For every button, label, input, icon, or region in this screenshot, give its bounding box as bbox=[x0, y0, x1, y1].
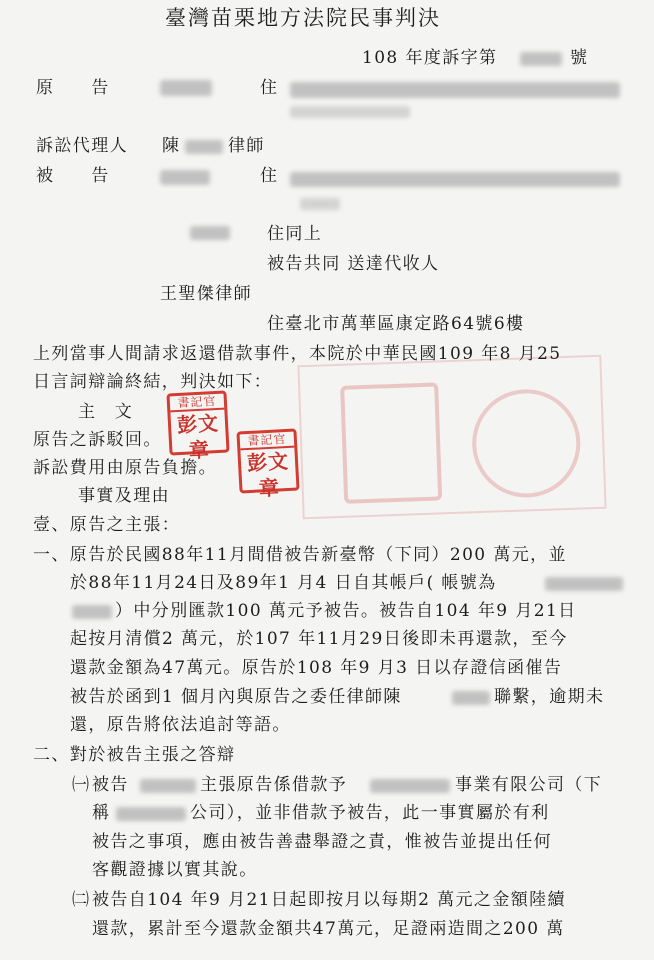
redacted-company-name bbox=[370, 779, 450, 793]
redacted-case-number bbox=[520, 52, 562, 66]
p1-line-7: 還，原告將依法追討等語。 bbox=[70, 715, 291, 735]
redacted-defendant-address-2 bbox=[300, 198, 340, 210]
p1-line-3: ）中分別匯款100 萬元予被告。被告自104 年9 月21日 bbox=[115, 601, 577, 621]
p2-1-line-1c: 事業有限公司（下 bbox=[455, 775, 603, 795]
agent-name-suffix: 律師 bbox=[228, 136, 265, 156]
p2-2-line-1: 被告自104 年9 月21日起即按月以每期2 萬元之金額陸續 bbox=[92, 890, 566, 910]
section-2-title: 二、對於被告主張之答辯 bbox=[33, 745, 236, 765]
p1-line-2: 於88年11月24日及89年1 月4 日自其帳戶( 帳號為 bbox=[70, 573, 497, 593]
same-address: 住同上 bbox=[267, 224, 323, 244]
agent-label: 訴訟代理人 bbox=[36, 136, 128, 156]
redacted-company-short bbox=[116, 807, 186, 821]
p2-1-line-4: 客觀證據以實其說。 bbox=[92, 860, 258, 880]
defendant-label: 被 告 bbox=[36, 166, 110, 186]
redacted-defendant-address bbox=[290, 172, 620, 187]
document-title: 臺灣苗栗地方法院民事判決 bbox=[165, 6, 441, 30]
p1-line-5: 還款金額為47萬元。原告於108 年9 月3 日以存證信函催告 bbox=[70, 658, 563, 678]
case-number-suffix: 號 bbox=[570, 48, 589, 68]
redacted-plaintiff-address-2 bbox=[290, 106, 410, 118]
p2-1-line-1b: 主張原告係借款予 bbox=[200, 775, 348, 795]
redacted-plaintiff-name bbox=[160, 80, 212, 96]
clerk-seal-1: 書記官 彭文章 bbox=[166, 390, 229, 455]
item-1-number: ㈠ bbox=[72, 775, 91, 795]
faded-court-stamp bbox=[297, 355, 606, 520]
p1-line-6a: 被告於函到1 個月內與原告之委任律師陳 bbox=[70, 687, 402, 707]
redacted-defendant-name bbox=[160, 170, 210, 185]
redacted-account-number-2 bbox=[72, 605, 112, 619]
intro-line-1: 上列當事人間請求返還借款事件，本院於中華民國109 年8 月25 bbox=[33, 344, 562, 364]
p2-1-line-2a: 稱 bbox=[92, 803, 111, 823]
agent-name-prefix: 陳 bbox=[162, 136, 181, 156]
redacted-account-number bbox=[545, 577, 623, 591]
clerk-seal-2: 書記官 彭文章 bbox=[236, 428, 299, 493]
section-1-title: 壹、原告之主張： bbox=[33, 515, 181, 535]
p2-1-line-3: 被告之事項，應由被告善盡舉證之責，惟被告並提出任何 bbox=[92, 832, 552, 852]
lawyer-address: 住臺北市萬華區康定路64號6樓 bbox=[267, 314, 525, 334]
main-text-heading: 主 文 bbox=[78, 402, 134, 422]
p1-line-1: 一、原告於民國88年11月間借被告新臺幣（下同）200 萬元，並 bbox=[33, 545, 567, 565]
p2-1-line-1a: 被告 bbox=[92, 775, 129, 795]
facts-heading: 事實及理由 bbox=[78, 486, 170, 506]
plaintiff-label: 原 告 bbox=[36, 78, 110, 98]
redacted-defendant-name-2 bbox=[140, 779, 196, 793]
case-number-prefix: 108 年度訴字第 bbox=[362, 48, 498, 68]
p1-line-4: 起按月清償2 萬元，於107 年11月29日後即未再還款，至今 bbox=[70, 629, 568, 649]
main-text-line-2: 訴訟費用由原告負擔。 bbox=[33, 458, 217, 478]
lawyer-name: 王聖傑律師 bbox=[160, 284, 252, 304]
redacted-lawyer-name bbox=[452, 691, 490, 705]
item-2-number: ㈡ bbox=[72, 890, 91, 910]
p2-2-line-2: 還款，累計至今還款金額共47萬元，足證兩造間之200 萬 bbox=[92, 919, 565, 939]
redacted-plaintiff-address bbox=[290, 82, 620, 98]
plaintiff-addr-label: 住 bbox=[260, 78, 279, 98]
redacted-defendant2-name bbox=[190, 226, 230, 240]
intro-line-2: 日言詞辯論終結，判決如下： bbox=[33, 372, 273, 392]
service-agent: 被告共同 送達代收人 bbox=[267, 254, 440, 274]
defendant-addr-label: 住 bbox=[260, 166, 279, 186]
main-text-line-1: 原告之訴駁回。 bbox=[33, 430, 162, 450]
p2-1-line-2b: 公司），並非借款予被告，此一事實屬於有利 bbox=[190, 803, 550, 823]
p1-line-6b: 聯繫，逾期未 bbox=[494, 687, 605, 707]
redacted-agent-name bbox=[185, 140, 223, 154]
